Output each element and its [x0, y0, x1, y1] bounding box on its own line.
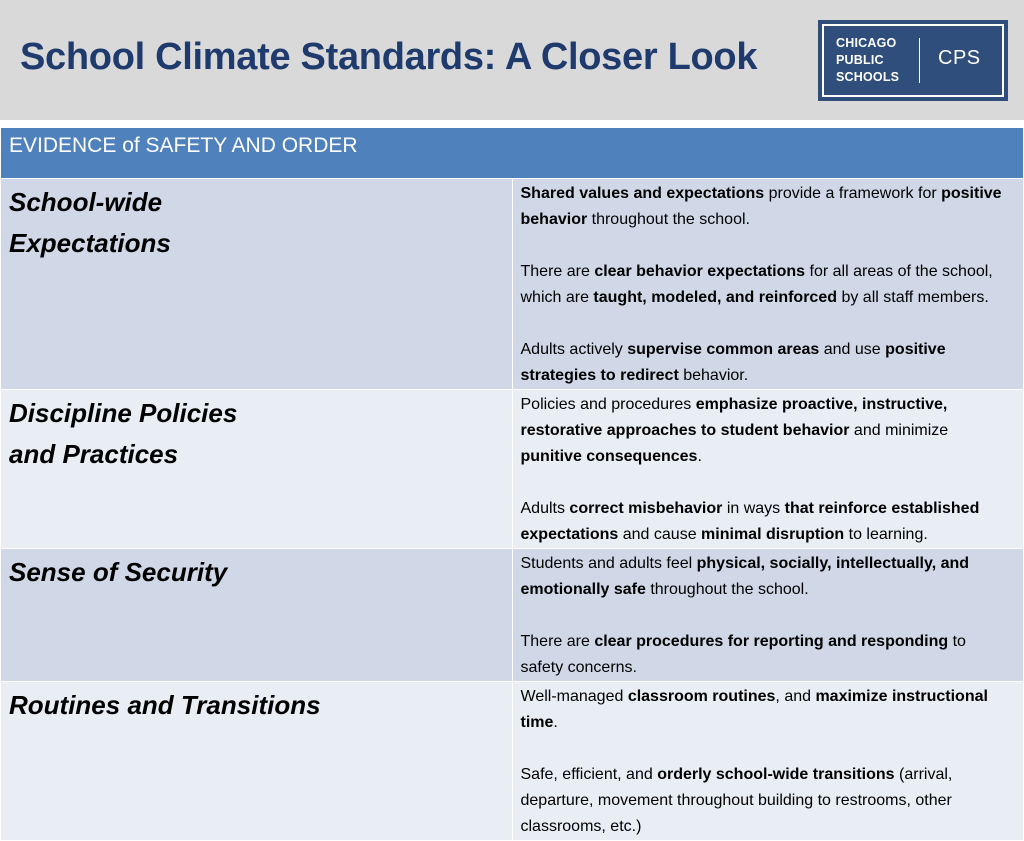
row-label — [1, 390, 513, 549]
emphasis-text: supervise common areas — [627, 341, 820, 358]
emphasis-text: Shared values and expectations — [520, 185, 765, 202]
emphasis-text: physical, socially, intellectually, and emotionally safe — [520, 555, 970, 598]
table-row — [1, 549, 1024, 682]
body-text: There are — [520, 633, 595, 650]
table-header-row — [1, 128, 1024, 179]
body-text: provide a framework for — [764, 185, 942, 202]
emphasis-text: classroom routines — [627, 688, 776, 705]
body-text: . — [553, 714, 558, 731]
body-text: There are — [520, 263, 595, 280]
description-paragraph — [521, 762, 1014, 840]
emphasis-text: emphasize proactive, instructive, restorative approaches to student behavior — [520, 396, 948, 439]
cps-logo-wordmark — [836, 35, 899, 86]
body-text: . — [697, 448, 702, 465]
row-label-line: Discipline Policies — [9, 398, 238, 428]
body-text: Policies and procedures — [520, 396, 696, 413]
row-label-line: Expectations — [9, 228, 171, 258]
emphasis-text: correct misbehavior — [569, 500, 723, 517]
body-text: in ways — [722, 500, 785, 517]
row-description — [512, 682, 1024, 841]
logo-line: PUBLIC — [836, 53, 884, 67]
emphasis-text: that reinforce established expectations — [520, 500, 980, 543]
body-text: to safety concerns. — [520, 633, 966, 676]
row-label — [1, 179, 513, 390]
description-paragraph — [521, 496, 1014, 548]
description-paragraph — [521, 629, 1014, 681]
row-description — [512, 549, 1024, 682]
slide-title: School Climate Standards: A Closer Look — [20, 36, 758, 78]
body-text: throughout the school. — [645, 581, 809, 598]
emphasis-text: taught, modeled, and reinforced — [593, 289, 837, 306]
body-text: Adults — [520, 500, 570, 517]
body-text: for all areas of the school, which are — [520, 263, 993, 306]
body-text: (arrival, departure, movement throughout building to restrooms, other classrooms, etc.) — [520, 766, 953, 835]
emphasis-text: orderly school-wide transitions — [657, 766, 895, 783]
row-label — [1, 682, 513, 841]
row-label-line: and Practices — [9, 439, 179, 469]
body-text: , and — [775, 688, 816, 705]
body-text: and cause — [618, 526, 702, 543]
logo-line: SCHOOLS — [836, 70, 900, 84]
emphasis-text: maximize instructional time — [520, 688, 988, 731]
logo-line: CHICAGO — [836, 36, 897, 50]
table-heading: EVIDENCE of SAFETY AND ORDER — [1, 128, 1024, 179]
body-text: Adults actively — [520, 341, 628, 358]
body-text: behavior. — [678, 367, 749, 384]
description-paragraph — [521, 392, 1014, 470]
body-text: Safe, efficient, and — [520, 766, 658, 783]
table-row — [1, 179, 1024, 390]
cps-logo — [818, 20, 1008, 101]
logo-abbreviation: CPS — [938, 47, 981, 69]
row-description — [512, 390, 1024, 549]
body-text: to learning. — [844, 526, 928, 543]
description-paragraph — [521, 259, 1014, 311]
row-label-line: Sense of Security — [9, 557, 228, 587]
body-text: Students and adults feel — [520, 555, 697, 572]
safety-order-table — [0, 127, 1024, 841]
slide-header — [0, 0, 1024, 120]
body-text: and minimize — [849, 422, 949, 439]
emphasis-text: punitive consequences — [520, 448, 698, 465]
row-description — [512, 179, 1024, 390]
body-text: Well-managed — [520, 688, 628, 705]
description-paragraph — [521, 337, 1014, 389]
emphasis-text: positive behavior — [520, 185, 1002, 228]
body-text: by all staff members. — [837, 289, 989, 306]
table-row — [1, 390, 1024, 549]
description-paragraph — [521, 551, 1014, 603]
body-text: and use — [819, 341, 886, 358]
emphasis-text: clear procedures for reporting and responding — [594, 633, 949, 650]
description-paragraph — [521, 684, 1014, 736]
row-label — [1, 549, 513, 682]
table-row — [1, 682, 1024, 841]
description-paragraph — [521, 181, 1014, 233]
emphasis-text: positive strategies to redirect — [520, 341, 946, 384]
body-text: throughout the school. — [587, 211, 750, 228]
emphasis-text: clear behavior expectations — [594, 263, 806, 280]
row-label-line: School-wide — [9, 187, 163, 217]
cps-logo-frame — [822, 24, 1004, 97]
emphasis-text: minimal disruption — [701, 526, 845, 543]
table-body — [1, 179, 1024, 841]
row-label-line: Routines and Transitions — [9, 690, 321, 720]
logo-divider — [919, 38, 920, 83]
